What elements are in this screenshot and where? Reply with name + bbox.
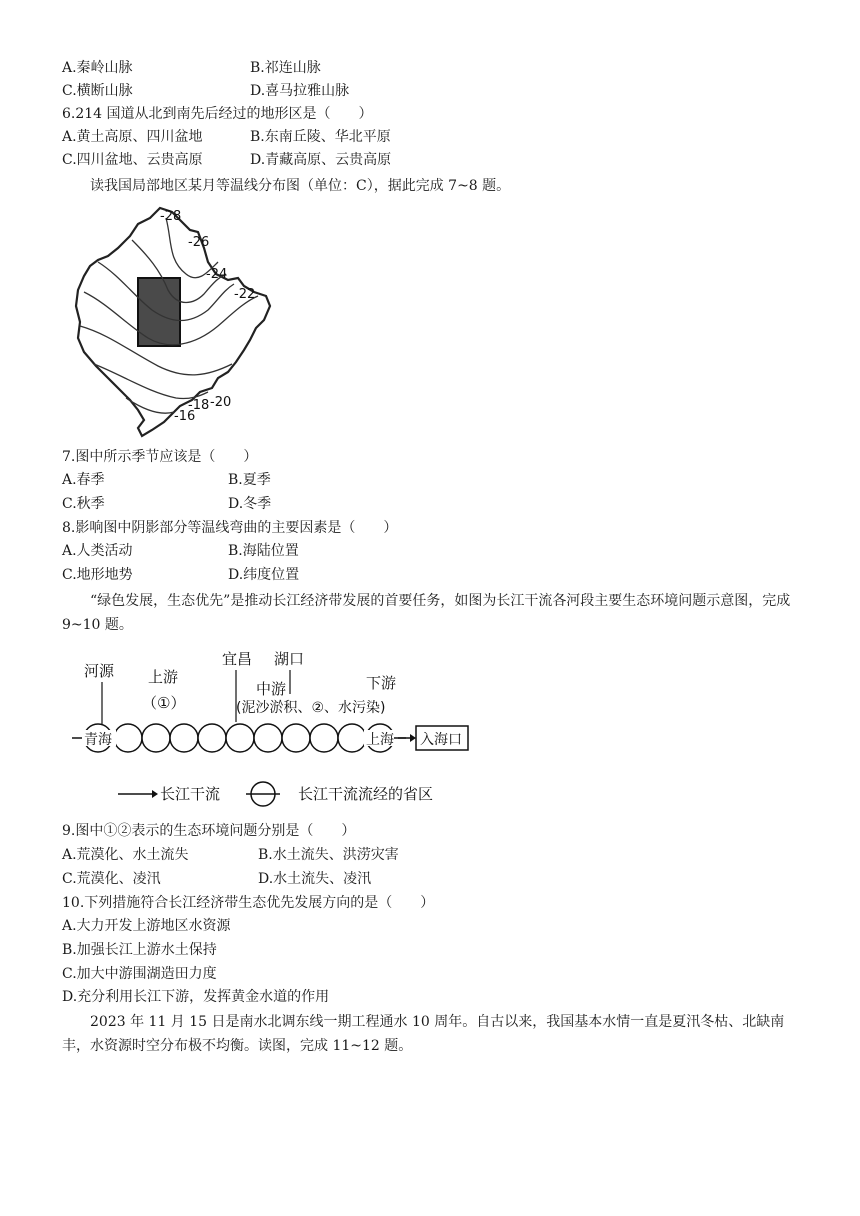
q7-option-b: B.夏季 bbox=[228, 472, 271, 488]
intro-11-12: 2023 年 11 月 15 日是南水北调东线一期工程通水 10 周年。自古以来，我国基本水情一直是夏汛冬枯、北缺南丰，水资源时空分布极不均衡。读图，完成 11~12 题。 bbox=[62, 1014, 785, 1054]
q9-option-a: A.荒漠化、水土流失 bbox=[62, 847, 189, 863]
q6-option-d: D.青藏高原、云贵高原 bbox=[250, 152, 392, 168]
q6-stem: 6.214 国道从北到南先后经过的地形区是（ ） bbox=[62, 106, 373, 122]
q8-stem: 8.影响图中阴影部分等温线弯曲的主要因素是（ ） bbox=[62, 520, 398, 536]
q8-option-a: A.人类活动 bbox=[62, 543, 133, 559]
isotherm-label: -24 bbox=[206, 267, 228, 282]
q10-stem: 10.下列措施符合长江经济带生态优先发展方向的是（ ） bbox=[62, 895, 435, 911]
legend-province-label: 长江干流流经的省区 bbox=[298, 785, 434, 803]
middle-label: 中游 bbox=[256, 680, 287, 698]
q9-stem: 9.图中①②表示的生态环境问题分别是（ ） bbox=[62, 823, 356, 839]
middle-issue: (泥沙淤积、②、水污染) bbox=[236, 700, 386, 716]
q6-option-c: C.四川盆地、云贵高原 bbox=[62, 152, 203, 168]
shanghai-label: 上海 bbox=[366, 732, 394, 748]
q10-option-d: D.充分利用长江下游，发挥黄金水道的作用 bbox=[62, 989, 330, 1005]
q9-option-d: D.水土流失、凌汛 bbox=[258, 871, 372, 887]
estuary-label: 入海口 bbox=[420, 732, 462, 748]
isotherm-label: -22 bbox=[234, 287, 256, 302]
q9-option-c: C.荒漠化、凌汛 bbox=[62, 871, 161, 887]
q7-option-c: C.秋季 bbox=[62, 496, 105, 512]
isotherm-label: -20 bbox=[210, 395, 232, 410]
intro-9-10: “绿色发展，生态优先”是推动长江经济带发展的首要任务，如图为长江干流各河段主要生态环境问题示意图，完成 9~10 题。 bbox=[62, 593, 791, 633]
q8-option-b: B.海陆位置 bbox=[228, 543, 299, 559]
q5-option-c: C.横断山脉 bbox=[62, 83, 133, 99]
q5-option-d: D.喜马拉雅山脉 bbox=[250, 83, 350, 99]
isotherm-label: -26 bbox=[188, 235, 210, 250]
legend-main-label: 长江干流 bbox=[160, 785, 221, 803]
hukou-label: 湖口 bbox=[274, 650, 305, 668]
q7-option-a: A.春季 bbox=[62, 472, 105, 488]
lower-label: 下游 bbox=[366, 674, 397, 692]
q5-option-b: B.祁连山脉 bbox=[250, 60, 321, 76]
isotherm-label: -18 bbox=[188, 398, 210, 413]
province-circles bbox=[84, 724, 394, 752]
q6-option-a: A.黄土高原、四川盆地 bbox=[62, 129, 203, 145]
isotherm-map bbox=[68, 200, 288, 445]
upper-issue: （①） bbox=[142, 694, 186, 712]
q8-option-c: C.地形地势 bbox=[62, 567, 133, 583]
source-label: 河源 bbox=[84, 662, 115, 680]
yangtze-diagram bbox=[70, 646, 470, 816]
q10-option-a: A.大力开发上游地区水资源 bbox=[62, 918, 231, 934]
q10-option-c: C.加大中游围湖造田力度 bbox=[62, 966, 217, 982]
q10-option-b: B.加强长江上游水土保持 bbox=[62, 942, 217, 958]
q8-option-d: D.纬度位置 bbox=[228, 567, 300, 583]
yichang-label: 宜昌 bbox=[222, 650, 253, 668]
isotherm-label: -16 bbox=[174, 409, 196, 424]
q6-option-b: B.东南丘陵、华北平原 bbox=[250, 129, 391, 145]
q5-option-a: A.秦岭山脉 bbox=[62, 60, 133, 76]
q7-stem: 7.图中所示季节应该是（ ） bbox=[62, 449, 258, 465]
intro-7-8: 读我国局部地区某月等温线分布图（单位：C），据此完成 7~8 题。 bbox=[90, 178, 511, 194]
upper-label: 上游 bbox=[148, 668, 179, 686]
q9-option-b: B.水土流失、洪涝灾害 bbox=[258, 847, 399, 863]
q7-option-d: D.冬季 bbox=[228, 496, 272, 512]
qinghai-label: 青海 bbox=[84, 732, 112, 748]
isotherm-label: -28 bbox=[160, 209, 182, 224]
